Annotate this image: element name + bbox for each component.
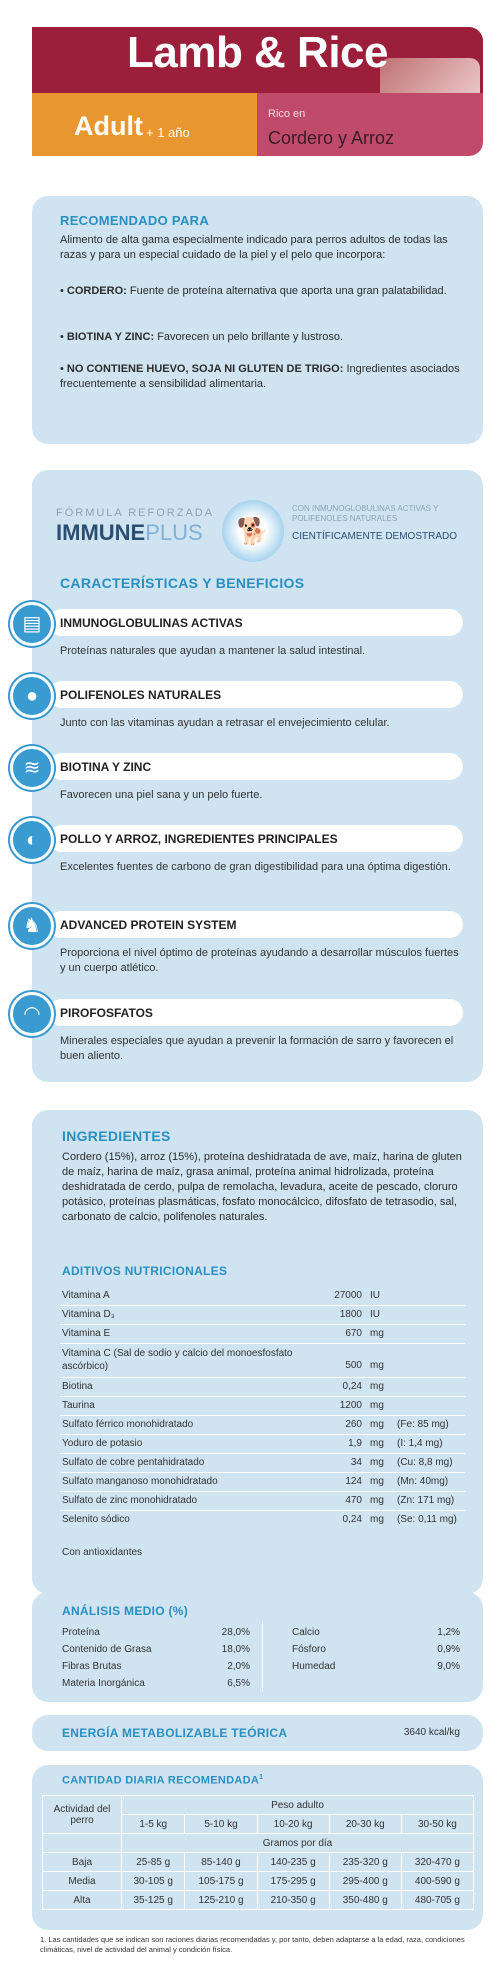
additive-unit: mg [370,1495,384,1506]
rico-sub: Rico en [268,108,306,120]
additive-value: 34 [350,1457,362,1468]
additive-note: (Fe: 85 mg) [397,1419,449,1430]
analysis-name: Fibras Brutas [62,1661,122,1672]
analysis-value: 1,2% [437,1627,460,1638]
analysis-value: 9,0% [437,1661,460,1672]
rico-label: Cordero y Arroz [268,128,395,148]
additive-name: Taurina [62,1400,95,1411]
weight-header: Peso adulto [122,1796,474,1815]
feature-title: PIROFOSFATOS [60,1006,153,1020]
divider [60,1324,465,1325]
additive-value: 1800 [339,1309,362,1320]
additive-name: Vitamina A [62,1290,110,1301]
additive-row [62,1400,462,1416]
item-label: BIOTINA Y ZINC: [66,331,155,343]
feature-title: POLLO Y ARROZ, INGREDIENTES PRINCIPALES [60,832,338,846]
grams-cell: 235-320 g [329,1853,401,1872]
recommended-item: • NO CONTIENE HUEVO, SOJA NI GLUTEN DE TRIGO: Ingredientes asociados frecuentemente a sensibilidad alimentaria. [60,363,460,390]
item-text: Favorecen un pelo brillante y lustroso. [157,331,344,343]
brand-b: PLUS [145,520,203,545]
additive-row [62,1381,462,1397]
analysis-name: Fósforo [292,1644,326,1655]
additives-title: ADITIVOS NUTRICIONALES [62,1264,228,1278]
feature-desc: Favorecen una piel sana y un pelo fuerte. [60,789,263,801]
additive-note: (Zn: 171 mg) [397,1495,455,1506]
recommended-title: RECOMENDADO PARA [60,213,210,228]
dog-logo-icon: 🐕 [222,500,284,562]
item-label: CORDERO: [66,285,127,297]
analysis-value: 18,0% [221,1644,250,1655]
grams-cell: 400-590 g [401,1872,473,1891]
grams-cell: 295-400 g [329,1872,401,1891]
grams-cell: 175-295 g [257,1872,329,1891]
ingredients-text: Cordero (15%), arroz (15%), proteína deshidratada de ave, maíz, harina de gluten de maíz, harina de maíz, grasa animal, proteína animal hidrolizada, proteína deshidratada de cerdo, pulpa de remolacha, levadura, aceite de pescado, cloruro potásico, proteínas plasmáticas, fosfato monocálcico, difosfato de tetrasodio, sal, carbonato de calcio, polifenoles naturales. [62,1151,462,1223]
analysis-name: Humedad [292,1661,336,1672]
analysis-value: 2,0% [227,1661,250,1672]
divider [60,1453,465,1454]
feature-desc: Proporciona el nivel óptimo de proteínas ayudando a desarrollar músculos fuertes y un cuerpo atlético. [60,947,459,974]
table-row [43,1872,474,1891]
claim-small: CON INMUNOGLOBULINAS ACTIVAS Y POLIFENOLES NATURALES [292,504,439,523]
claim: CIENTÍFICAMENTE DEMOSTRADO [292,531,458,542]
additive-value: 260 [345,1419,362,1430]
formula-label: FÓRMULA REFORZADA [56,507,215,519]
grams-header: Gramos por día [122,1834,474,1853]
additive-name: Vitamina D₃ [62,1309,115,1320]
feature-title: ADVANCED PROTEIN SYSTEM [60,918,237,932]
additive-value: 0,24 [342,1514,362,1525]
blank-cell [43,1834,122,1853]
product-title: Lamb & Rice [126,28,388,77]
additive-unit: IU [370,1290,380,1301]
additive-note: (Cu: 8,8 mg) [397,1457,453,1468]
additive-name: Yoduro de potasio [62,1438,143,1449]
additive-name: Sulfato de cobre pentahidratado [62,1457,205,1468]
recommended-intro: Alimento de alta gama especialmente indicado para perros adultos de todas las razas y para un especial cuidado de la piel y el pelo que incorpora: [60,234,448,261]
additive-unit: mg [370,1381,384,1392]
additive-row [62,1495,462,1511]
brand-a: IMMUNE [56,520,146,545]
grams-cell: 85-140 g [185,1853,257,1872]
feature-desc: Junto con las vitaminas ayudan a retrasar el envejecimiento celular. [60,717,390,729]
brand-logo [56,520,203,546]
additive-name: Vitamina C (Sal de sodio y calcio del monoesfosfato ascórbico) [62,1348,293,1372]
energy-title: ENERGÍA METABOLIZABLE TEÓRICA [62,1726,288,1740]
divider [60,1434,465,1435]
grams-cell: 25-85 g [122,1853,185,1872]
additive-note: (Mn: 40mg) [397,1476,449,1487]
feature-desc: Proteínas naturales que ayudan a mantener la salud intestinal. [60,645,366,657]
analysis-value: 28,0% [221,1627,250,1638]
weight-cell: 5-10 kg [185,1815,257,1834]
additive-name: Sulfato de zinc monohidratado [62,1495,198,1506]
recommended-item: • BIOTINA Y ZINC: Favorecen un pelo brillante y lustroso. [60,331,344,343]
additive-row [62,1328,462,1344]
recommended-item: • CORDERO: Fuente de proteína alternativa que aporta una gran palatabilidad. [60,285,447,297]
fur-icon: ≋ [10,746,54,790]
energy-value: 3640 kcal/kg [403,1727,460,1738]
feature-desc: Excelentes fuentes de carbono de gran digestibilidad para una óptima digestión. [60,861,451,873]
divider [262,1622,263,1692]
divider [60,1343,465,1344]
feature-title: BIOTINA Y ZINC [60,760,152,774]
grams-cell: 125-210 g [185,1891,257,1910]
cells-icon: ● [10,674,54,718]
additive-unit: mg [370,1400,384,1411]
item-label: NO CONTIENE HUEVO, SOJA NI GLUTEN DE TRIGO: [66,363,344,375]
antioxidants-note: Con antioxidantes [62,1547,143,1558]
additive-value: 124 [345,1476,362,1487]
additive-value: 0,24 [342,1381,362,1392]
analysis-name: Materia Inorgánica [62,1678,145,1689]
additive-name: Biotina [62,1381,93,1392]
table-row [43,1853,474,1872]
divider [60,1396,465,1397]
footnote: 1. Las cantidades que se indican son raciones diarias recomendadas y, por tanto, deben adaptarse a la edad, raza, condiciones climáticas, nivel de actividad del animal y condición física. [40,1935,465,1954]
additive-row [62,1290,462,1306]
additive-unit: mg [370,1328,384,1339]
feature-desc: Minerales especiales que ayudan a prevenir la formación de sarro y favorecen el buen aliento. [60,1035,454,1062]
dog-icon: ♞ [10,904,54,948]
divider [60,1510,465,1511]
additive-name: Vitamina E [62,1328,111,1339]
daily-title [62,1774,263,1787]
additive-row [62,1438,462,1454]
analysis-value: 0,9% [437,1644,460,1655]
divider [60,1305,465,1306]
item-text: Fuente de proteína alternativa que aporta una gran palatabilidad. [129,285,447,297]
level-cell: Baja [43,1853,122,1872]
additive-unit: mg [370,1476,384,1487]
daily-title-sup: 1 [259,1774,264,1781]
bowl-icon: ▤ [10,602,54,646]
stomach-icon: ◐ [10,818,54,862]
weight-cell: 1-5 kg [122,1815,185,1834]
grams-cell: 35-125 g [122,1891,185,1910]
divider [60,1377,465,1378]
feature-title: INMUNOGLOBULINAS ACTIVAS [60,616,243,630]
weight-cell: 30-50 kg [401,1815,473,1834]
daily-table [42,1795,474,1910]
activity-header: Actividad del perro [43,1796,122,1834]
divider [60,1491,465,1492]
additive-note: (Se: 0,11 mg) [397,1514,457,1525]
analysis-name: Calcio [292,1627,320,1638]
additive-row [62,1419,462,1435]
item-text: Ingredientes asociados frecuentemente a sensibilidad alimentaria. [60,363,460,390]
additive-row [62,1309,462,1325]
grams-cell: 350-480 g [329,1891,401,1910]
analysis-value: 6,5% [227,1678,250,1689]
features-title: CARACTERÍSTICAS Y BENEFICIOS [60,575,305,591]
grams-cell: 210-350 g [257,1891,329,1910]
additive-value: 670 [345,1328,362,1339]
level-cell: Alta [43,1891,122,1910]
additive-value: 500 [345,1360,362,1371]
additive-row [62,1347,462,1377]
analysis-name: Contenido de Grasa [62,1644,152,1655]
adult-banner [32,93,257,156]
grams-cell: 480-705 g [401,1891,473,1910]
adult-age: + 1 año [146,125,190,140]
additive-row [62,1457,462,1473]
additive-row [62,1476,462,1492]
additive-name: Sulfato manganoso monohidratado [62,1476,218,1487]
additive-unit: mg [370,1457,384,1468]
additive-value: 1200 [339,1400,362,1411]
additive-value: 470 [345,1495,362,1506]
additive-note: (I: 1,4 mg) [397,1438,443,1449]
weight-cell: 10-20 kg [257,1815,329,1834]
grams-cell: 320-470 g [401,1853,473,1872]
analysis-title: ANÁLISIS MEDIO (%) [62,1604,189,1618]
adult-label: Adult [74,111,143,141]
additive-unit: IU [370,1309,380,1320]
table-row [43,1891,474,1910]
divider [60,1472,465,1473]
additive-name: Sulfato férrico monohidratado [62,1419,194,1430]
grams-cell: 105-175 g [185,1872,257,1891]
grams-cell: 140-235 g [257,1853,329,1872]
daily-title-text: CANTIDAD DIARIA RECOMENDADA [62,1774,260,1787]
additive-name: Selenito sódico [62,1514,130,1525]
additive-unit: mg [370,1419,384,1430]
additive-value: 27000 [334,1290,362,1301]
additive-value: 1,9 [348,1438,362,1449]
analysis-name: Proteína [62,1627,100,1638]
additive-row [62,1514,462,1530]
divider [60,1415,465,1416]
weight-cell: 20-30 kg [329,1815,401,1834]
level-cell: Media [43,1872,122,1891]
additive-unit: mg [370,1514,384,1525]
additive-unit: mg [370,1360,384,1371]
feature-title: POLIFENOLES NATURALES [60,688,222,702]
additive-unit: mg [370,1438,384,1449]
tooth-icon: ◠ [10,992,54,1036]
ingredients-title: INGREDIENTES [62,1128,171,1144]
grams-cell: 30-105 g [122,1872,185,1891]
